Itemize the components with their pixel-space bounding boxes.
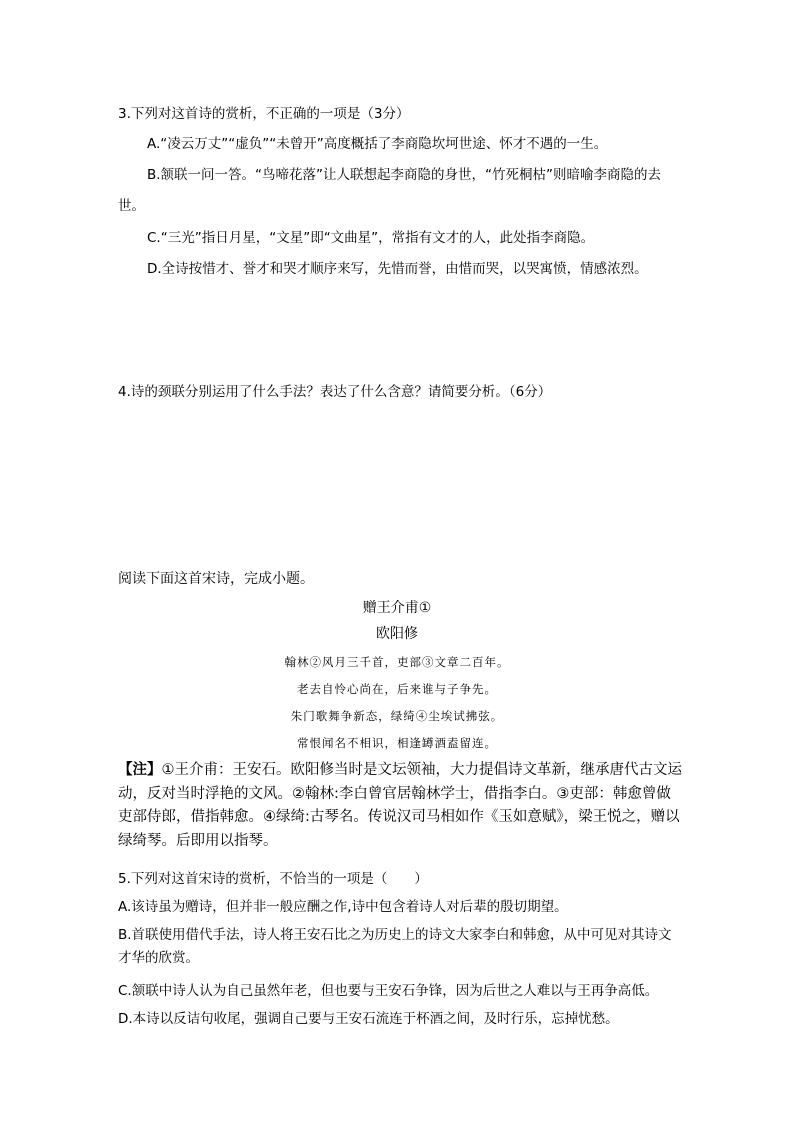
q5-option-a: A.该诗虽为赠诗，但并非一般应酬之作,诗中包含着诗人对后辈的殷切期望。 — [118, 899, 568, 915]
q3-option-d: D.全诗按惜才、誉才和哭才顺序来写，先惜而誉，由惜而哭，以哭寓愤，情感浓烈。 — [147, 261, 648, 277]
poem-line-1: 翰林②风月三千首，吏部③文章二百年。 — [284, 655, 510, 669]
q5-option-c: C.颔联中诗人认为自己虽然年老，但也要与王安石争锋，因为后世之人难以与王再争高低。 — [118, 983, 659, 999]
q3-stem: 3.下列对这首诗的赏析，不正确的一项是（3分） — [118, 106, 410, 122]
q3-option-b-line1: B.颔联一问一答。“鸟啼花落”让人联想起李商隐的身世，“竹死桐枯”则暗喻李商隐的去 — [147, 167, 662, 183]
poem-line-3: 朱门歌舞争新态，绿绮④尘埃试拂弦。 — [290, 709, 504, 723]
q3-option-b-line2: 世。 — [118, 198, 145, 214]
note-label: 【注】 — [118, 762, 162, 778]
note-text: ①王介甫：王安石。欧阳修当时是文坛领袖，大力提倡诗文革新，继承唐代古文运动，反对当时浮艳的文风。②翰林:李白曾官居翰林学士，借指李白。③吏部：韩愈曾做吏部侍郎，借指韩愈。④绿绮:古琴名。传说汉司马相如作《玉如意赋》，梁王悦之，赠以绿绮琴。后即用以指琴。 — [118, 762, 682, 849]
poem-line-4: 常恨闻名不相识，相逢罇酒盍留连。 — [297, 736, 497, 750]
q4-stem: 4.诗的颈联分别运用了什么手法？表达了什么含意？请简要分析。（6分） — [118, 384, 552, 400]
reading-intro: 阅读下面这首宋诗，完成小题。 — [118, 571, 314, 587]
q5-option-d: D.本诗以反诘句收尾，强调自己要与王安石流连于杯酒之间，及时行乐，忘掉忧愁。 — [118, 1011, 619, 1027]
poem-author: 欧阳修 — [376, 626, 418, 642]
poem-line-2: 老去自怜心尚在，后来谁与子争先。 — [297, 682, 497, 696]
q3-option-c: C.“三光”指日月星，“文星”即“文曲星”，常指有文才的人，此处指李商隐。 — [147, 230, 595, 246]
q5-stem: 5.下列对这首宋诗的赏析，不恰当的一项是（ ） — [118, 871, 428, 887]
q3-option-a: A.“凌云万丈”“虚负”“未曾开”高度概括了李商隐坎坷世途、怀才不遇的一生。 — [147, 136, 608, 152]
poem-note — [118, 759, 684, 853]
q5-option-b: B.首联使用借代手法，诗人将王安石比之为历史上的诗文大家李白和韩愈，从中可见对其诗文才华的欣赏。 — [118, 927, 672, 966]
poem-title: 赠王介甫① — [362, 600, 432, 616]
